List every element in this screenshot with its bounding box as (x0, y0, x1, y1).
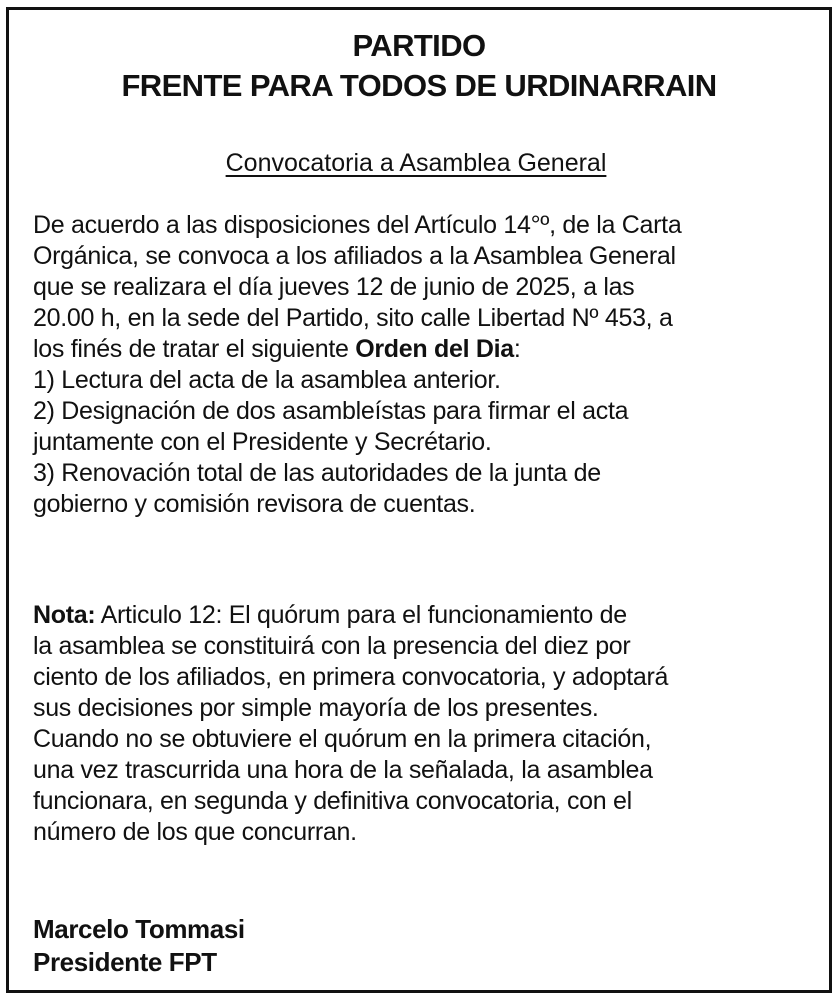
agenda-item-2-cont: juntamente con el Presidente y Secrétario. (33, 428, 492, 456)
agenda-item-3-cont: gobierno y comisión revisora de cuentas. (33, 490, 476, 518)
convocation-body (33, 210, 681, 520)
body-line: Orgánica, se convoca a los afiliados a la Asamblea General (33, 242, 676, 270)
agenda-heading: Orden del Dia (355, 335, 514, 363)
agenda-intro-text: los finés de tratar el siguiente (33, 335, 356, 363)
nota-section (33, 600, 668, 848)
nota-text: Articulo 12: El quórum para el funcionamiento de (95, 601, 627, 629)
notice-frame (6, 7, 832, 993)
signatory-name: Marcelo Tommasi (33, 914, 245, 944)
agenda-item-3: 3) Renovación total de las autoridades de la junta de (33, 459, 601, 487)
party-label: PARTIDO (352, 28, 486, 63)
signatory-title: Presidente FPT (33, 947, 217, 977)
body-line: 20.00 h, en la sede del Partido, sito calle Libertad Nº 453, a (33, 304, 673, 332)
nota-label: Nota: (33, 601, 96, 629)
nota-line: Cuando no se obtuviere el quórum en la primera citación, (33, 725, 652, 753)
agenda-colon: : (513, 335, 521, 363)
nota-line (33, 600, 668, 631)
nota-line: una vez trascurrida una hora de la señalada, la asamblea (33, 756, 653, 784)
signature-block (33, 913, 245, 979)
nota-line: sus decisiones por simple mayoría de los presentes. (33, 694, 599, 722)
body-line: que se realizara el día jueves 12 de junio de 2025, a las (33, 273, 635, 301)
agenda-item-2: 2) Designación de dos asambleístas para firmar el acta (33, 397, 629, 425)
nota-line: número de los que concurran. (33, 818, 357, 846)
party-name: FRENTE PARA TODOS DE URDINARRAIN (121, 68, 717, 103)
nota-line: funcionara, en segunda y definitiva convocatoria, con el (33, 787, 632, 815)
notice-subtitle (9, 147, 829, 179)
subtitle-text: Convocatoria a Asamblea General (225, 149, 607, 177)
agenda-item-1: 1) Lectura del acta de la asamblea anterior. (33, 366, 501, 394)
notice-header (9, 26, 829, 106)
nota-line: ciento de los afiliados, en primera convocatoria, y adoptará (33, 663, 669, 691)
body-line: De acuerdo a las disposiciones del Artículo 14°º, de la Carta (33, 211, 682, 239)
nota-line: la asamblea se constituirá con la presencia del diez por (33, 632, 631, 660)
body-line-agenda-intro (33, 334, 681, 365)
